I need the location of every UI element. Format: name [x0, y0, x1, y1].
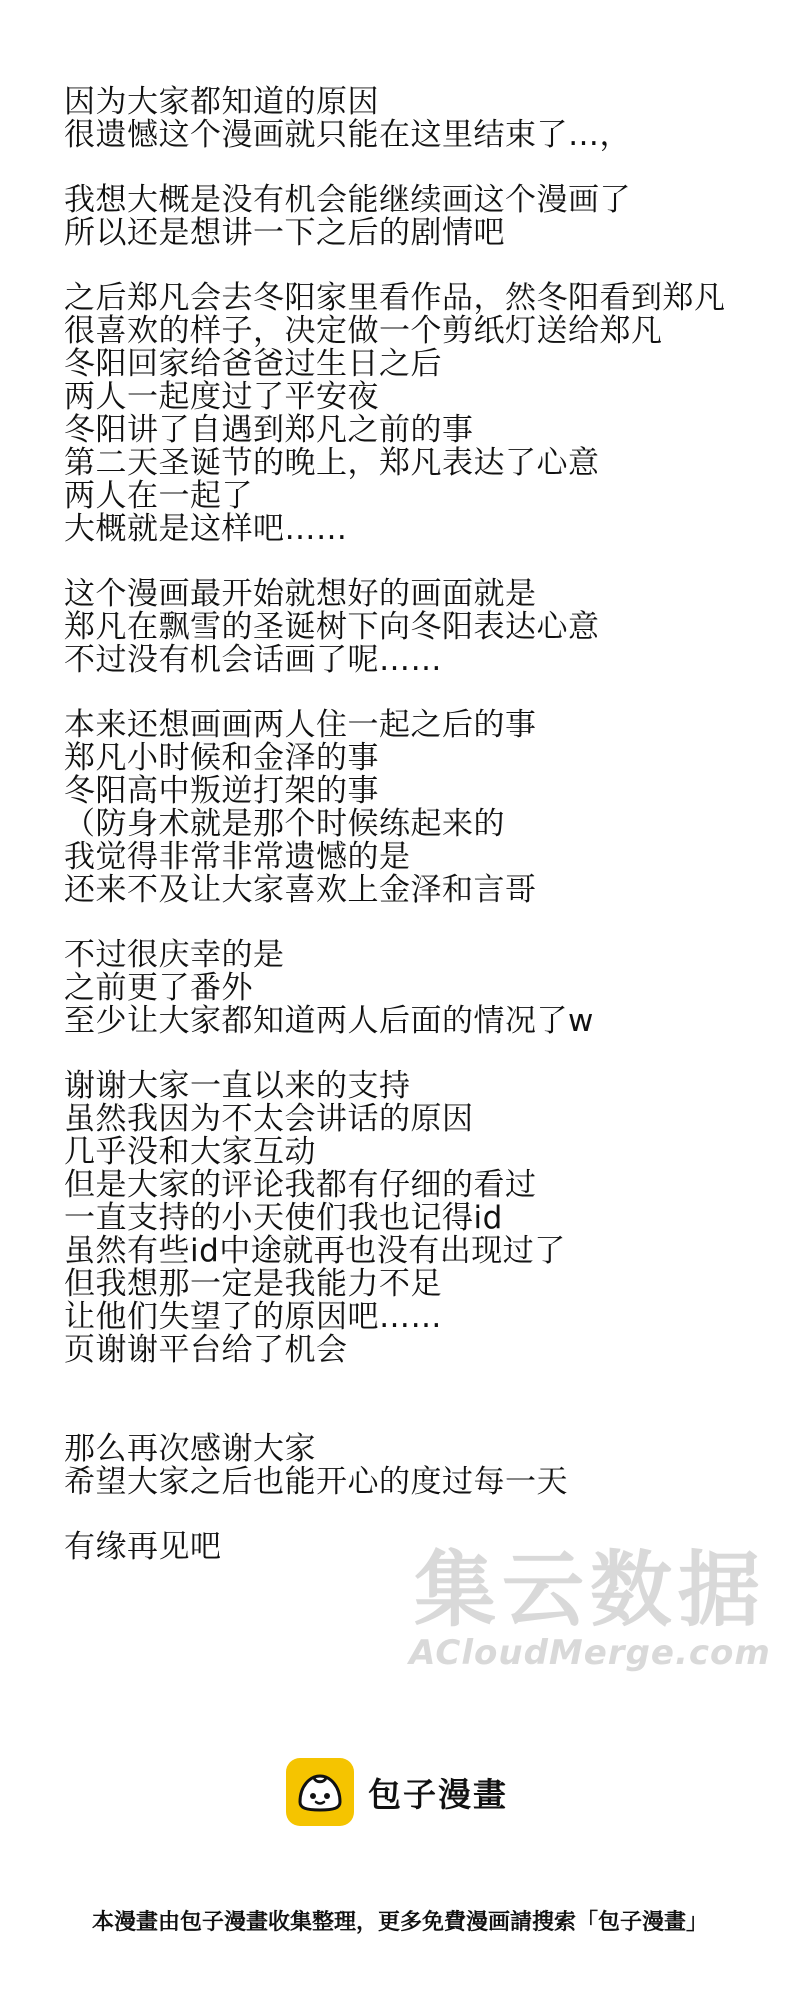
text-line: 还来不及让大家喜欢上金泽和言哥	[64, 872, 537, 908]
text-line: 很遗憾这个漫画就只能在这里结束了…，	[64, 117, 631, 153]
brand-logo	[286, 1757, 508, 1827]
paragraph-7	[64, 1070, 744, 1367]
text-line: 虽然有些id中途就再也没有出现过了	[64, 1233, 566, 1269]
watermark-cn: 集云数据	[413, 1543, 766, 1638]
text-line: 虽然我因为不太会讲话的原因	[64, 1101, 474, 1137]
text-line: 所以还是想讲一下之后的剧情吧	[64, 215, 505, 251]
text-line: 但我想那一定是我能力不足	[64, 1266, 442, 1302]
text-line: 我觉得非常非常遗憾的是	[64, 839, 411, 875]
text-line: 有缘再见吧	[64, 1529, 222, 1565]
footer-notice: 本漫畫由包子漫畫收集整理，更多免費漫画請搜索「包子漫畫」	[91, 1910, 708, 1935]
brand-name: 包子漫畫	[368, 1774, 508, 1814]
paragraph-2	[64, 184, 744, 250]
text-line: 这个漫画最开始就想好的画面就是	[64, 576, 537, 612]
text-line: 让他们失望了的原因吧……	[64, 1299, 442, 1335]
text-line: 希望大家之后也能开心的度过每一天	[64, 1464, 568, 1500]
text-line: 郑凡在飘雪的圣诞树下向冬阳表达心意	[64, 609, 600, 645]
paragraph-4	[64, 578, 744, 677]
text-line: 不过很庆幸的是	[64, 937, 285, 973]
text-line: 两人一起度过了平安夜	[64, 379, 379, 415]
text-line: 郑凡小时候和金泽的事	[64, 740, 379, 776]
watermark-en: ACloudMerge.com	[409, 1633, 771, 1673]
text-line: 很喜欢的样子，决定做一个剪纸灯送给郑凡	[64, 313, 663, 349]
text-line: 那么再次感谢大家	[64, 1431, 316, 1467]
text-line: 页谢谢平台给了机会	[64, 1332, 348, 1368]
text-line: 本来还想画画两人住一起之后的事	[64, 707, 537, 743]
watermark	[400, 1545, 780, 1673]
text-line: 几乎没和大家互动	[64, 1134, 316, 1170]
text-line: （防身术就是那个时候练起来的	[64, 806, 505, 842]
text-line: 我想大概是没有机会能继续画这个漫画了	[64, 182, 631, 218]
text-line: 第二天圣诞节的晚上，郑凡表达了心意	[64, 445, 600, 481]
text-line: 一直支持的小天使们我也记得id	[64, 1200, 503, 1236]
paragraph-8	[64, 1433, 744, 1499]
text-line: 大概就是这样吧……	[64, 511, 348, 547]
text-line: 之后郑凡会去冬阳家里看作品，然冬阳看到郑凡	[64, 280, 726, 316]
text-line: 但是大家的评论我都有仔细的看过	[64, 1167, 537, 1203]
text-line: 至少让大家都知道两人后面的情况了w	[64, 1003, 594, 1039]
text-line: 之前更了番外	[64, 970, 253, 1006]
text-line: 两人在一起了	[64, 478, 253, 514]
text-line: 不过没有机会话画了呢……	[64, 642, 442, 678]
bun-logo-icon	[286, 1758, 354, 1826]
paragraph-1	[64, 86, 744, 152]
text-line: 冬阳讲了自遇到郑凡之前的事	[64, 412, 474, 448]
paragraph-6	[64, 939, 744, 1038]
text-line: 谢谢大家一直以来的支持	[64, 1068, 411, 1104]
text-line: 冬阳高中叛逆打架的事	[64, 773, 379, 809]
paragraph-3	[64, 282, 744, 546]
afterword-text	[64, 86, 744, 1564]
text-line: 冬阳回家给爸爸过生日之后	[64, 346, 442, 382]
paragraph-5	[64, 709, 744, 907]
text-line: 因为大家都知道的原因	[64, 84, 379, 120]
